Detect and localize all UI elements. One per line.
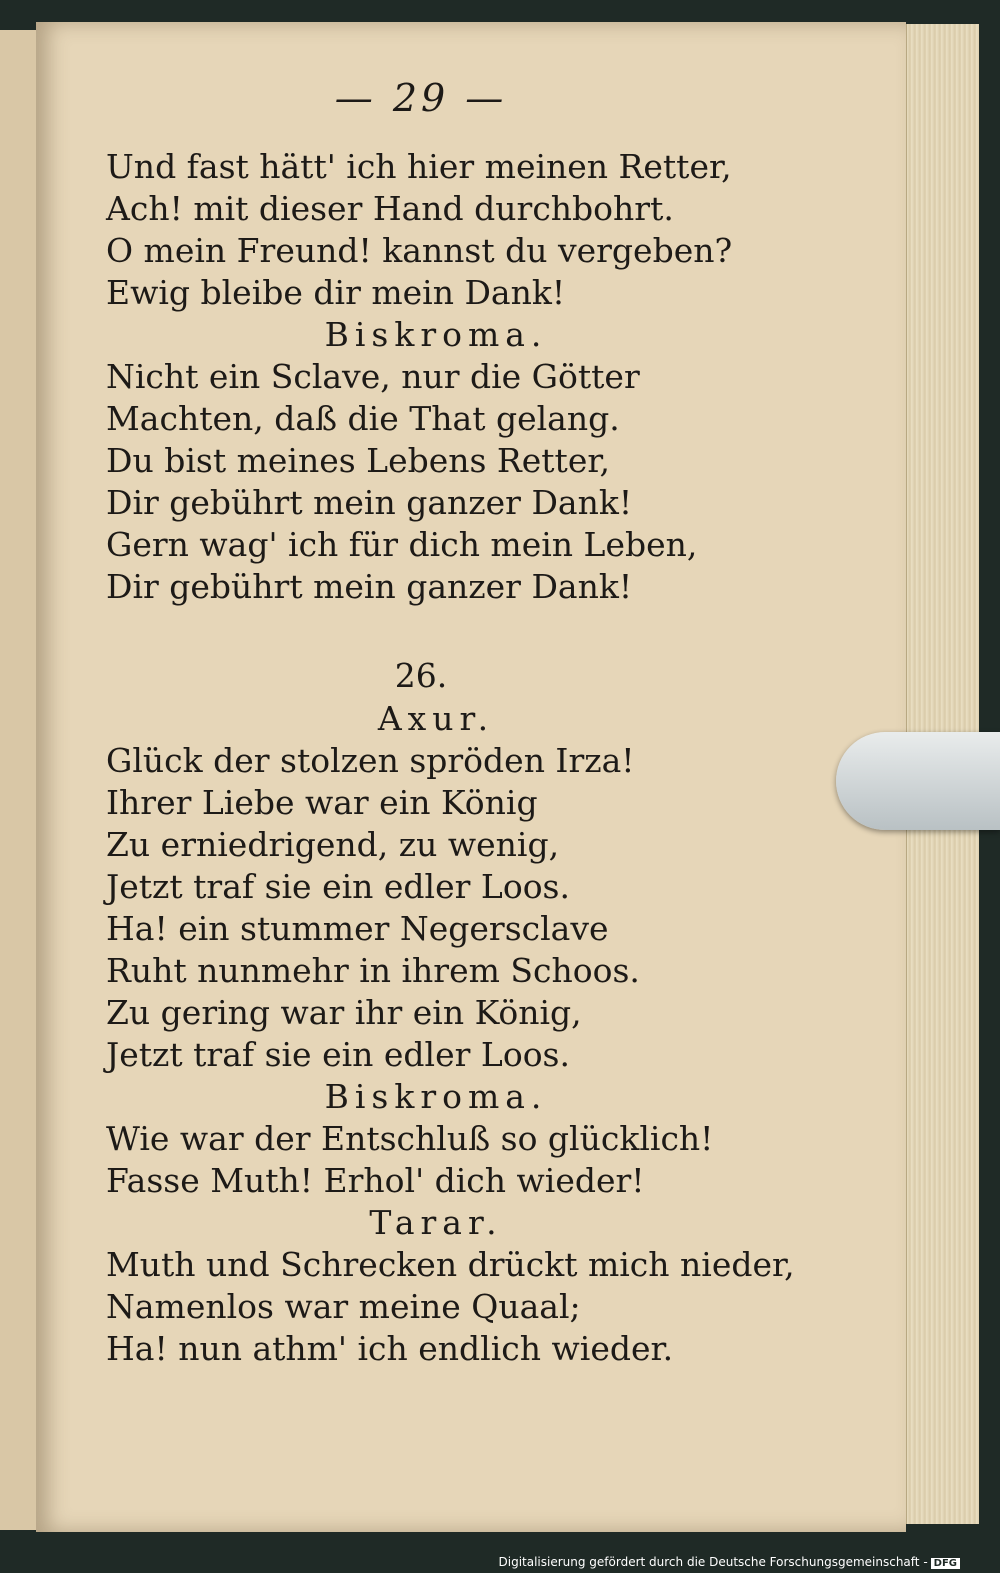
page-number: — 29 — (334, 76, 508, 120)
verse-line: Gern wag' ich für dich mein Leben, (106, 525, 698, 564)
verse-line: Dir gebührt mein ganzer Dank! (106, 483, 633, 522)
credit-text: Digitalisierung gefördert durch die Deutsche Forschungsgemeinschaft - (498, 1555, 928, 1569)
verse-line: Ewig bleibe dir mein Dank! (106, 273, 566, 312)
dfg-logo: DFG (931, 1558, 960, 1569)
verse-line: Dir gebührt mein ganzer Dank! (106, 567, 633, 606)
verse-line: Wie war der Entschluß so glücklich! (106, 1119, 714, 1158)
speaker-name: Biskroma. (324, 315, 548, 354)
speaker-name: Tarar. (369, 1203, 503, 1242)
verse-line: Nicht ein Sclave, nur die Götter (106, 357, 640, 396)
verse-line: Muth und Schrecken drückt mich nieder, (106, 1245, 795, 1284)
verse-line: O mein Freund! kannst du vergeben? (106, 231, 733, 270)
page-clip (836, 732, 1000, 830)
speaker-name: Axur. (377, 699, 495, 738)
verse-line: Namenlos war meine Quaal; (106, 1287, 581, 1326)
verse-line: Glück der stolzen spröden Irza! (106, 741, 635, 780)
verse-line: Ruht nunmehr in ihrem Schoos. (106, 951, 640, 990)
verse-line: Jetzt traf sie ein edler Loos. (106, 1035, 570, 1074)
verse-line: Ha! ein stummer Negersclave (106, 909, 609, 948)
verse-line: Fasse Muth! Erhol' dich wieder! (106, 1161, 645, 1200)
digitization-credit (499, 1555, 961, 1569)
song-number: 26. (394, 656, 448, 695)
verse-line: Und fast hätt' ich hier meinen Retter, (106, 147, 732, 186)
verse-line: Jetzt traf sie ein edler Loos. (106, 867, 570, 906)
speaker-name: Biskroma. (324, 1077, 548, 1116)
verse-line: Ihrer Liebe war ein König (106, 783, 538, 822)
verse-line: Zu erniedrigend, zu wenig, (106, 825, 560, 864)
verse-line: Du bist meines Lebens Retter, (106, 441, 610, 480)
verse-line: Ha! nun athm' ich endlich wieder. (106, 1329, 674, 1368)
verse-line: Zu gering war ihr ein König, (106, 993, 582, 1032)
verse-line: Machten, daß die That gelang. (106, 399, 620, 438)
page-content (106, 76, 826, 1370)
verse-line: Ach! mit dieser Hand durchbohrt. (106, 189, 674, 228)
